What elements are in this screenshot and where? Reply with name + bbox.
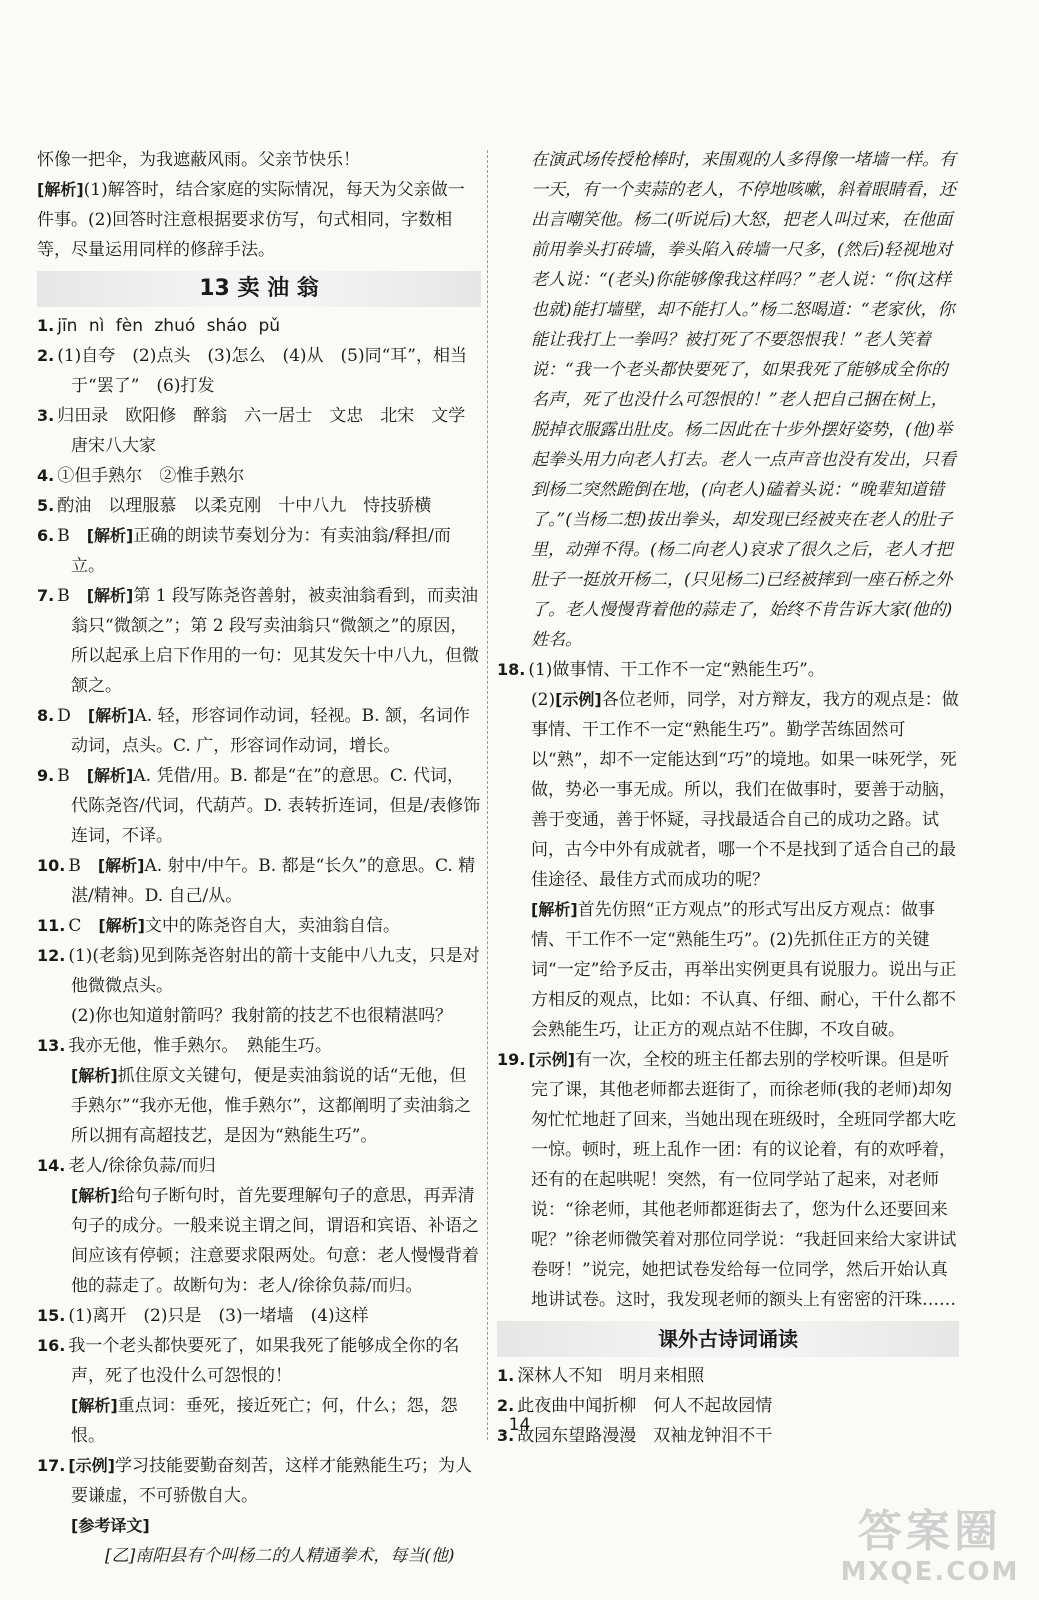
analysis-text: A. 轻，形容词作动词，轻视。B. 颔，名词作动词，点头。C. 广，形容词作动词，增长。	[71, 706, 470, 756]
answer-text: 此夜曲中闻折柳 何人不起故园情	[517, 1396, 773, 1416]
analysis-label: [解析]	[97, 856, 145, 875]
reference-translation-label	[37, 1511, 481, 1541]
analysis-text: 首先仿照“正方观点”的形式写出反方观点：做事情、干工作不一定“熟能生巧”。(2)先抓住正方的关键词“一定”给予反击，再举出实例更具有说服力。说出与正方相反的观点，比如：不认真、仔细、耐心，干什么都不会熟能生巧，让正方的观点站不住脚，不攻自破。	[531, 900, 957, 1040]
question-number: 7.	[37, 586, 55, 605]
question-13	[37, 1031, 481, 1061]
analysis-text: 第 1 段写陈尧咨善射，被卖油翁看到，而卖油翁只“微颔之”；第 2 段写卖油翁只“微颔之”的原因，所以起承上启下作用的一句：见其发矢十中八九，但微颔之。	[71, 586, 479, 696]
question-12	[37, 941, 481, 1001]
question-1	[37, 311, 481, 341]
analysis-label: [解析]	[71, 1396, 118, 1415]
question-number: 3.	[37, 406, 55, 425]
answer-choice: B	[57, 526, 70, 546]
poem-1	[497, 1361, 959, 1391]
question-number: 14.	[37, 1156, 66, 1175]
sub-number: (2)	[531, 690, 556, 710]
answer-choice: B	[57, 586, 70, 606]
intro-analysis	[37, 175, 481, 265]
analysis-label: [解析]	[87, 706, 135, 725]
left-column	[37, 145, 481, 1571]
question-number: 18.	[497, 660, 526, 679]
answer-text: 归田录 欧阳修 醉翁 六一居士 文忠 北宋 文学 唐宋八大家	[57, 406, 483, 456]
answer-text: (1)自夸 (2)点头 (3)怎么 (4)从 (5)同“耳”，相当于“罢了” (6)打发	[57, 346, 468, 396]
answer-text: (1)(老翁)见到陈尧咨射出的箭十支能中八九支，只是对他微微点头。	[68, 946, 480, 996]
question-16	[37, 1331, 481, 1391]
answer-choice: D	[57, 706, 71, 726]
question-number: 13.	[37, 1036, 66, 1055]
question-14	[37, 1151, 481, 1181]
analysis-text: 重点词：垂死，接近死亡；何，什么；怨，怨恨。	[71, 1396, 458, 1446]
example-label: [示例]	[68, 1456, 115, 1475]
question-number: 19.	[497, 1050, 526, 1069]
answer-text: 酌油 以理服慕 以柔克刚 十中八九 恃技骄横	[57, 496, 432, 516]
answer-text: 我亦无他，惟手熟尔。 熟能生巧。	[68, 1036, 332, 1056]
intro-line: 怀像一把伞，为我遮蔽风雨。父亲节快乐！	[37, 150, 360, 170]
answer-choice: B	[57, 766, 70, 786]
section-title-poems: 课外古诗词诵读	[497, 1321, 959, 1357]
column-divider	[487, 150, 488, 1440]
watermark-text: 答案圈	[858, 1506, 1002, 1557]
analysis-label: [解析]	[37, 180, 84, 199]
watermark-url: MXQE.COM	[840, 1557, 1020, 1587]
question-number: 15.	[37, 1306, 66, 1325]
answer-choice: B	[68, 856, 81, 876]
analysis-label: [解析]	[71, 1186, 118, 1205]
analysis-text: A. 射中/中午。B. 都是“长久”的意思。C. 精湛/精神。D. 自己/从。	[71, 856, 476, 906]
watermark-logo	[835, 1506, 1025, 1592]
question-number: 11.	[37, 916, 66, 935]
answer-text: jīn nì fèn zhuó sháo pǔ	[57, 316, 281, 336]
question-18	[497, 655, 959, 685]
question-number: 2.	[497, 1396, 515, 1415]
question-14-analysis	[37, 1181, 481, 1301]
analysis-label: [解析]	[86, 526, 134, 545]
answer-text: 老人/徐徐负蒜/而归	[68, 1156, 216, 1176]
analysis-label: [解析]	[98, 916, 145, 935]
question-12-part2: (2)你也知道射箭吗？我射箭的技艺不也很精湛吗？	[71, 1006, 453, 1026]
question-6	[37, 521, 481, 581]
analysis-text: A. 凭借/用。B. 都是“在”的意思。C. 代词，代陈尧咨/代词，代葫芦。D. 表转折连词，但是/表修饰连词，不译。	[71, 766, 481, 846]
right-column	[497, 145, 959, 1451]
example-label: [示例]	[555, 690, 602, 709]
question-2	[37, 341, 481, 401]
answer-text: 故园东望路漫漫 双袖龙钟泪不干	[517, 1426, 773, 1446]
analysis-label: [解析]	[531, 900, 578, 919]
analysis-text: 给句子断句时，首先要理解句子的意思，再弄清句子的成分。一般来说主谓之间，谓语和宾语、补语之间应该有停顿；注意要求限两处。句意：老人慢慢背着他的蒜走了。故断句为：老人/徐徐负蒜/而归。	[71, 1186, 479, 1296]
answer-choice: C	[68, 916, 82, 936]
answer-text: (1)离开 (2)只是 (3)一堵墙 (4)这样	[68, 1306, 369, 1326]
question-7	[37, 581, 481, 701]
analysis-label: [解析]	[86, 586, 134, 605]
question-13-analysis	[37, 1061, 481, 1151]
question-number: 1.	[37, 316, 55, 335]
analysis-text: (1)解答时，结合家庭的实际情况，每天为父亲做一件事。(2)回答时注意根据要求仿写，句式相同，字数相等，尽量运用同样的修辞手法。	[37, 180, 465, 260]
question-11	[37, 911, 481, 941]
question-9	[37, 761, 481, 851]
question-5	[37, 491, 481, 521]
question-number: 1.	[497, 1366, 515, 1385]
answer-text: 深林人不知 明月来相照	[517, 1366, 705, 1386]
question-number: 16.	[37, 1336, 66, 1355]
answer-text: 学习技能要勤奋刻苦，这样才能熟能生巧；为人要谦虚，不可骄傲自大。	[71, 1456, 472, 1506]
question-15	[37, 1301, 481, 1331]
example-text: 有一次，全校的班主任都去别的学校听课。但是听完了课，其他老师都去逛街了，而徐老师(我的老师)却匆匆忙忙地赶了回来，当她出现在班级时，全班同学都大吃一惊。顿时，班上乱作一团：有的议论着，有的欢呼着，还有的在起哄呢！突然，有一位同学站了起来，对老师说：“徐老师，其他老师都逛街去了，您为什么还要回来呢？”徐老师微笑着对那位同学说：“我赶回来给大家讲试卷呀！”说完，她把试卷发给每一位同学，然后开始认真地讲试卷。这时，我发现老师的额头上有密密的汗珠……	[531, 1050, 957, 1310]
answer-text: (1)做事情、干工作不一定“熟能生巧”。	[528, 660, 825, 680]
analysis-label: [解析]	[71, 1066, 118, 1085]
question-number: 5.	[37, 496, 55, 515]
question-number: 6.	[37, 526, 55, 545]
question-17	[37, 1451, 481, 1511]
translation-start: [乙]南阳县有个叫杨二的人精通拳术，每当(他)	[105, 1546, 455, 1566]
question-number: 9.	[37, 766, 55, 785]
question-number: 10.	[37, 856, 66, 875]
question-number: 17.	[37, 1456, 66, 1475]
translation-continued: 在演武场传授枪棒时，来围观的人多得像一堵墙一样。有一天，有一个卖蒜的老人，不停地咳嗽，斜着眼睛看，还出言嘲笑他。杨二(听说后)大怒，把老人叫过来，在他面前用拳头打砖墙，拳头陷入砖墙一尺多，(然后)轻视地对老人说：“(老头)你能够像我这样吗？”老人说：“你(这样也就)能打墙壁，却不能打人。”杨二怒喝道：“老家伙，你能让我打上一拳吗？被打死了不要怨恨我！”老人笑着说：“我一个老头都快要死了，如果我死了能够成全你的名声，死了也没什么可怨恨的！”老人把自己捆在树上，脱掉衣服露出肚皮。杨二因此在十步外摆好姿势，(他)举起拳头用力向老人打去。老人一点声音也没有发出，只看到杨二突然跪倒在地，(向老人)磕着头说：“晚辈知道错了。”(当杨二想)拔出拳头，却发现已经被夹在老人的肚子里，动弹不得。(杨二向老人)哀求了很久之后，老人才把肚子一挺放开杨二，(只见杨二)已经被摔到一座石桥之外了。老人慢慢背着他的蒜走了，始终不肯告诉大家(他的)姓名。	[531, 150, 956, 650]
answer-text: 我一个老头都快要死了，如果我死了能够成全你的名声，死了也没什么可怨恨的！	[68, 1336, 460, 1386]
section-title: 13 卖 油 翁	[37, 271, 481, 307]
question-4	[37, 461, 481, 491]
question-number: 3.	[497, 1426, 515, 1445]
question-number: 2.	[37, 346, 55, 365]
question-3	[37, 401, 481, 461]
question-19	[497, 1045, 959, 1315]
page-number: 14	[508, 1415, 531, 1435]
question-number: 8.	[37, 706, 55, 725]
analysis-text: 抓住原文关键句，便是卖油翁说的话“无他，但手熟尔”“我亦无他，惟手熟尔”，这都阐明了卖油翁之所以拥有高超技艺，是因为“熟能生巧”。	[71, 1066, 472, 1146]
analysis-text: 文中的陈尧咨自大，卖油翁自信。	[145, 916, 400, 936]
example-label: [示例]	[528, 1050, 575, 1069]
question-18-analysis	[497, 895, 959, 1045]
analysis-label: [解析]	[86, 766, 134, 785]
answer-text: ①但手熟尔 ②惟手熟尔	[57, 466, 245, 486]
question-18-example	[497, 685, 959, 895]
question-number: 4.	[37, 466, 55, 485]
question-number: 12.	[37, 946, 66, 965]
reference-label: [参考译文]	[71, 1516, 150, 1535]
question-10	[37, 851, 481, 911]
question-8	[37, 701, 481, 761]
analysis-text: 正确的朗读节奏划分为：有卖油翁/释担/而立。	[71, 526, 451, 576]
example-text: 各位老师，同学，对方辩友，我方的观点是：做事情、干工作不一定“熟能生巧”。勤学苦练固然可以“熟”，却不一定能达到“巧”的境地。如果一味死学，死做，势必一事无成。所以，我们在做事时，要善于动脑，善于变通，善于怀疑，寻找最适合自己的成功之路。试问，古今中外有成就者，哪一个不是找到了适合自己的最佳途径、最佳方式而成功的呢？	[531, 690, 959, 890]
